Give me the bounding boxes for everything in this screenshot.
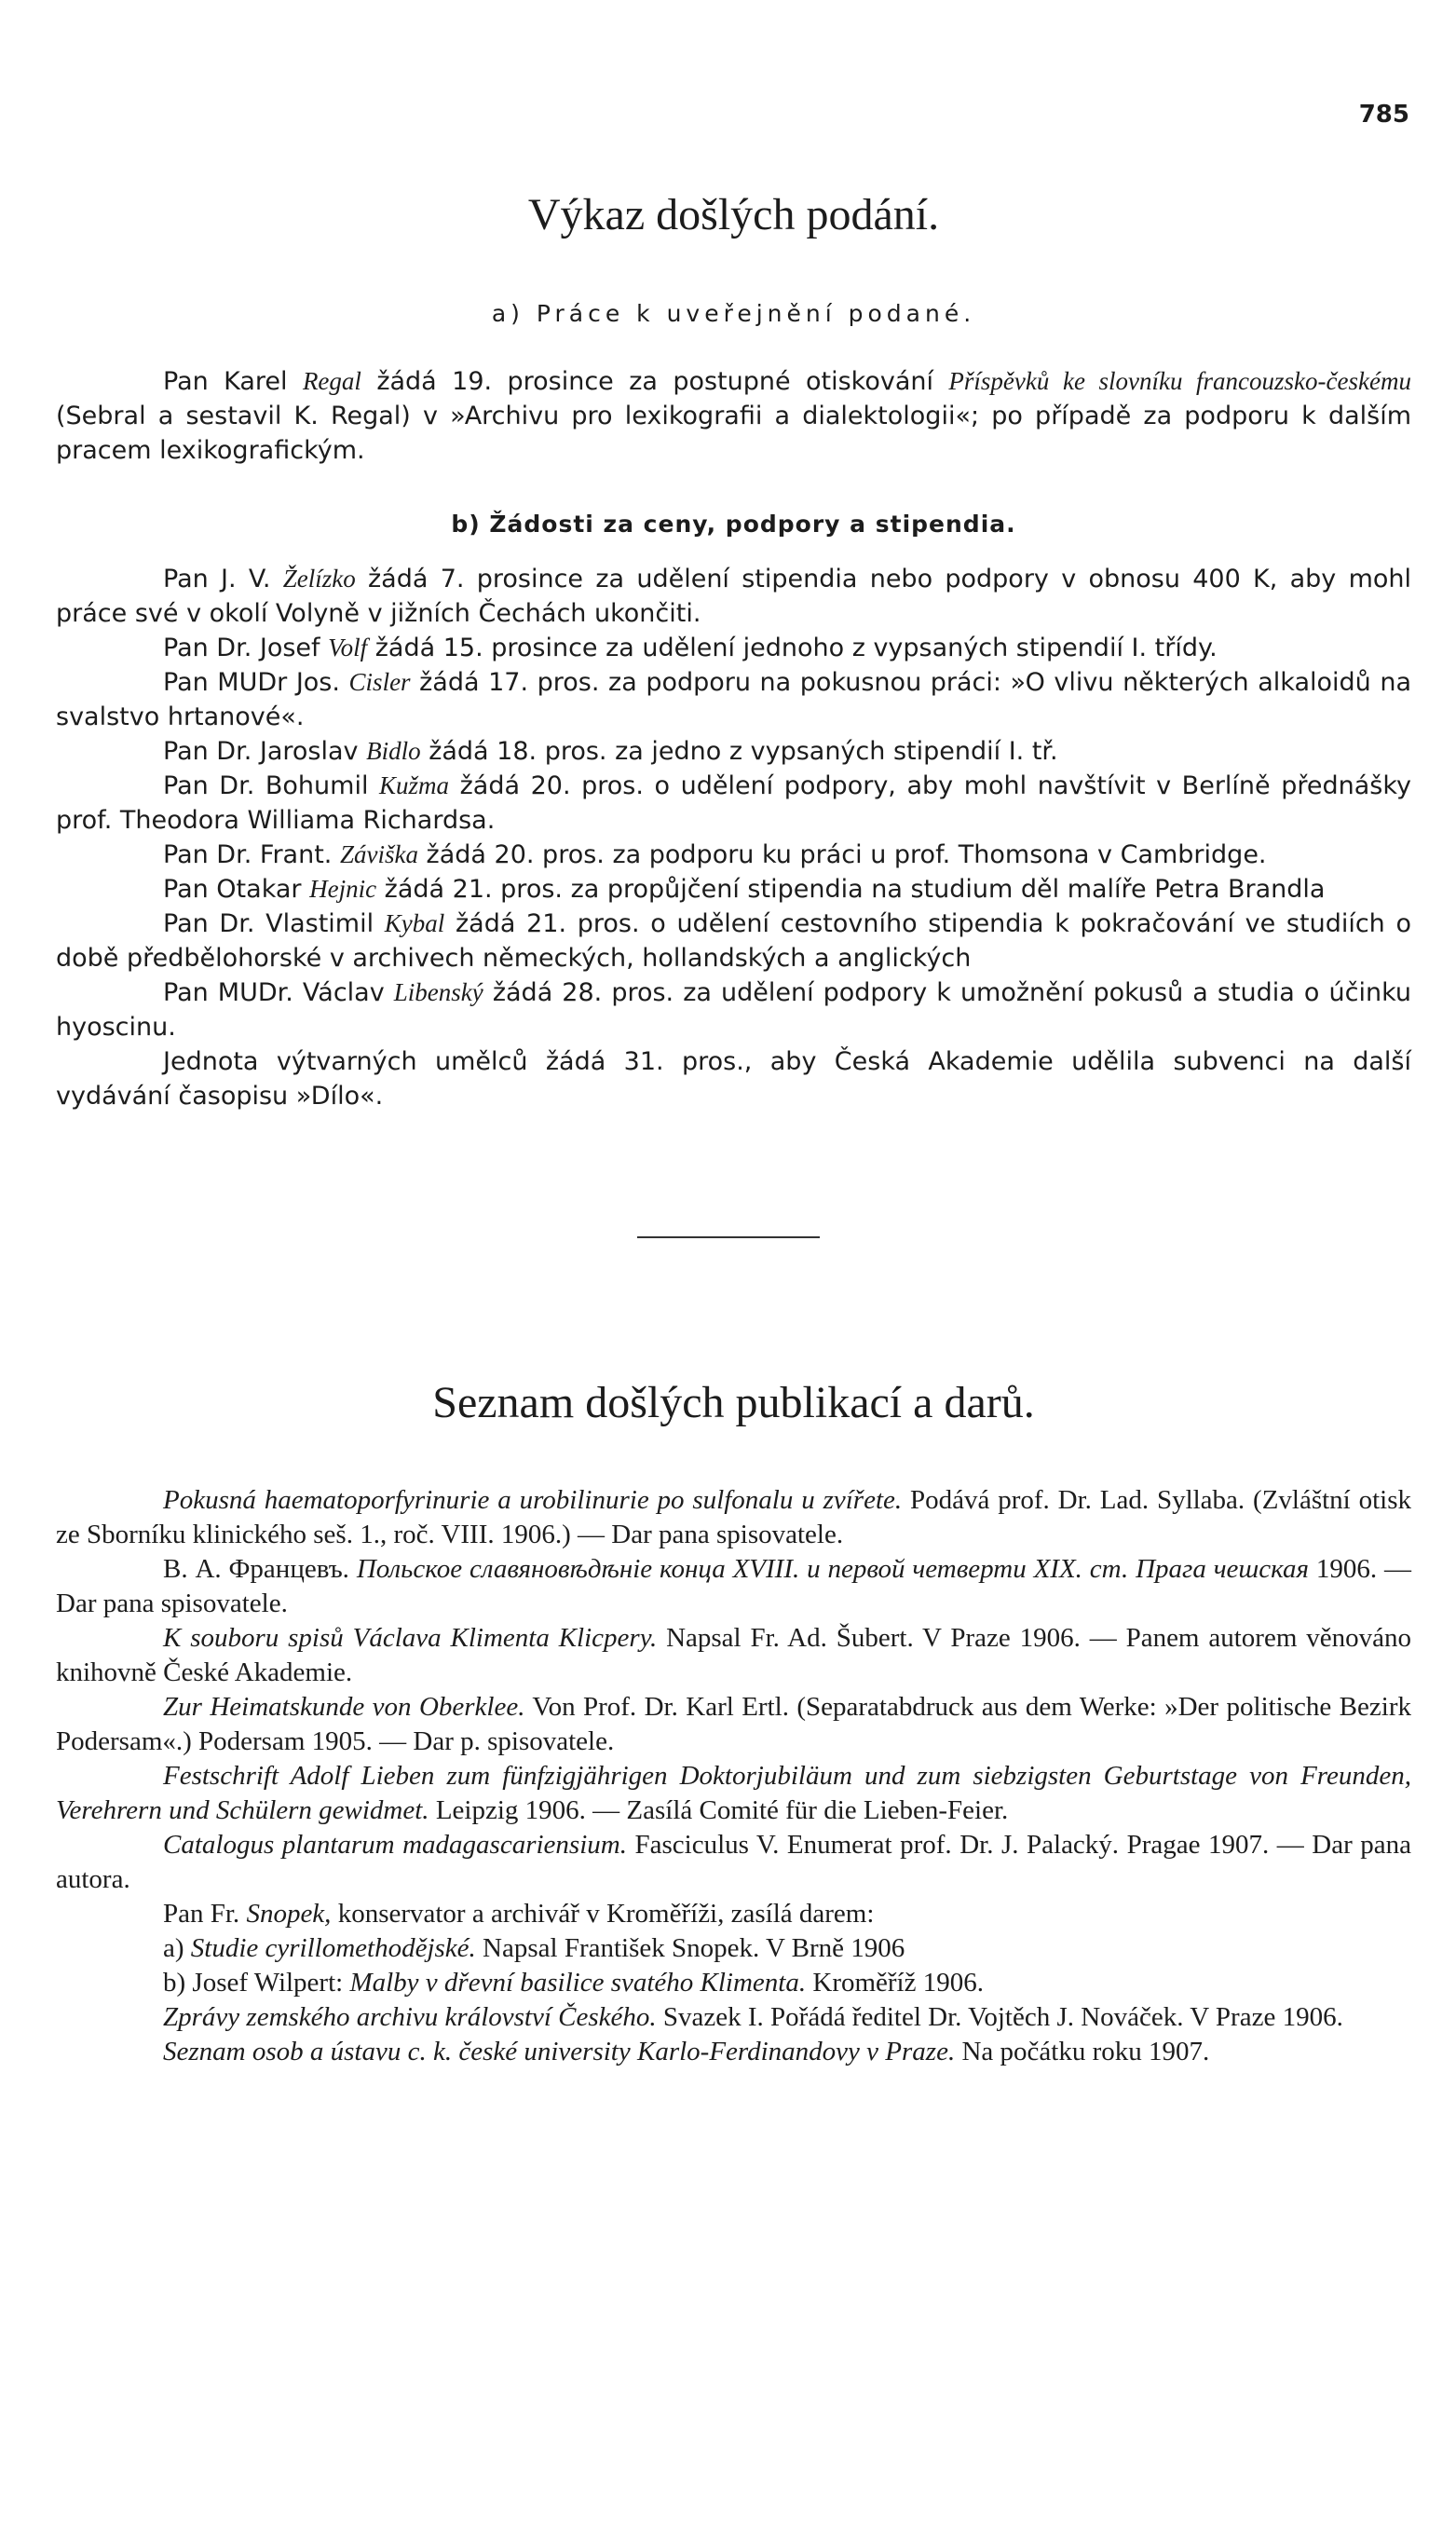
- text-run: žádá 15. prosince za udělení jednoho z vypsaných stipendií I. třídy.: [367, 634, 1218, 662]
- paragraph: [56, 1759, 1411, 1828]
- italic-text: Bidlo: [366, 737, 421, 765]
- text-run: konservator a archivář v Kroměříži, zasílá darem:: [331, 1899, 875, 1929]
- paragraph: [56, 2035, 1411, 2069]
- section1-a-list: [56, 364, 1411, 468]
- paragraph: [56, 364, 1411, 468]
- section1-title: Výkaz došlých podání.: [527, 190, 940, 239]
- italic-text: Cisler: [348, 668, 411, 696]
- italic-text: Zprávy zemského archivu království Českého.: [163, 2002, 657, 2032]
- section-divider: [637, 1236, 820, 1238]
- italic-text: Záviška: [339, 840, 418, 868]
- text-run: Pan J. V.: [163, 565, 283, 593]
- italic-text: Snopek,: [246, 1899, 332, 1929]
- italic-text: Польское славяновѣдѣніе конца XVIII. и первой четверти XIX. ст. Прага чешская: [356, 1554, 1310, 1584]
- text-run: Podává prof. Dr. Lad. Syllaba. (Zvláštní otisk ze Sborníku klinického seš. 1., roč. VIII. 1906.) — Dar pana spisovatele.: [56, 1485, 1411, 1549]
- paragraph: [56, 872, 1411, 907]
- text-run: Pan Otakar: [163, 875, 310, 904]
- text-run: b) Josef Wilpert:: [163, 1968, 350, 1998]
- text-run: Pan MUDr Jos.: [163, 668, 349, 697]
- italic-text: Studie cyrillomethodějské.: [190, 1933, 476, 1963]
- paragraph: [56, 665, 1411, 734]
- text-run: žádá 18. pros. za jedno z vypsaných stipendií I. tř.: [420, 737, 1058, 766]
- paragraph: [56, 1966, 1411, 2000]
- text-run: Napsal František Snopek. V Brně 1906: [475, 1933, 905, 1963]
- text-run: В. А. Францевъ.: [163, 1554, 357, 1584]
- paragraph: [56, 769, 1411, 838]
- text-run: žádá 19. prosince za postupné otiskování: [361, 367, 949, 396]
- subheading-b: b) Žádosti za ceny, podpory a stipendia.: [451, 511, 1016, 538]
- text-run: žádá 21. pros. za propůjčení stipendia na studium děl malíře Petra Brandla: [376, 875, 1326, 904]
- text-run: žádá 17. pros. za podporu na pokusnou práci: »O vlivu některých alkaloidů na svalstvo hrtanové«.: [56, 668, 1412, 731]
- subheading-a: a) Práce k uveřejnění podané.: [491, 300, 976, 327]
- text-run: žádá 20. pros. za podporu ku práci u prof. Thomsona v Cambridge.: [417, 840, 1267, 869]
- text-run: Leipzig 1906. — Zasílá Comité für die Lieben-Feier.: [429, 1795, 1009, 1825]
- italic-text: Kužma: [379, 771, 450, 799]
- text-run: Napsal Fr. Ad. Šubert. V Praze 1906. — Panem autorem věnováno knihovně České Akademie.: [56, 1623, 1411, 1687]
- italic-text: Volf: [328, 634, 368, 661]
- text-run: žádá 20. pros. o udělení podpory, aby mohl navštívit v Berlíně přednášky prof. Theodora Williama Richardsa.: [56, 771, 1411, 835]
- italic-text: Catalogus plantarum madagascariensium.: [163, 1830, 627, 1860]
- italic-text: Želízko: [282, 565, 356, 593]
- text-run: (Sebral a sestavil K. Regal) v »Archivu pro lexikografii a dialektologii«; po případě za podporu k dalším pracem lexikografickým.: [56, 402, 1411, 465]
- paragraph: [56, 907, 1411, 975]
- paragraph: [56, 2000, 1411, 2035]
- text-run: Pan Fr.: [163, 1899, 247, 1929]
- text-run: Jednota výtvarných umělců žádá 31. pros., aby Česká Akademie udělila subvenci na další vydávání časopisu »Dílo«.: [56, 1047, 1411, 1111]
- section1-b-list: [56, 562, 1411, 1113]
- paragraph: [56, 1044, 1411, 1113]
- text-run: Pan Dr. Frant.: [163, 840, 340, 869]
- text-run: a): [163, 1933, 191, 1963]
- text-run: Von Prof. Dr. Karl Ertl. (Separatabdruck aus dem Werke: »Der politische Bezirk Podersam«.) Podersam 1905. — Dar p. spisovatele.: [56, 1692, 1411, 1756]
- text-run: žádá 21. pros. o udělení cestovního stipendia k pokračování ve studiích o době předbělohorské v archivech německých, hollandských a anglických: [56, 909, 1412, 973]
- text-run: Svazek I. Pořádá ředitel Dr. Vojtěch J. Nováček. V Praze 1906.: [656, 2002, 1343, 2032]
- italic-text: Libenský: [393, 978, 483, 1006]
- italic-text: Malby v dřevní basilice svatého Klimenta.: [349, 1968, 807, 1998]
- text-run: žádá 28. pros. za udělení podpory k umožnění pokusů a studia o účinku hyoscinu.: [56, 978, 1411, 1042]
- text-run: Kroměříž 1906.: [806, 1968, 984, 1998]
- italic-text: Hejnic: [309, 875, 377, 903]
- text-run: Pan Dr. Jaroslav: [163, 737, 367, 766]
- paragraph: [56, 1828, 1411, 1897]
- paragraph: [56, 975, 1411, 1044]
- paragraph: [56, 1931, 1411, 1966]
- paragraph: [56, 562, 1411, 631]
- text-run: Na počátku roku 1907.: [955, 2037, 1210, 2066]
- paragraph: [56, 1483, 1411, 1552]
- italic-text: Kybal: [384, 909, 445, 937]
- italic-text: Festschrift Adolf Lieben zum fünfzigjährigen Doktorjubiläum und zum siebzigsten Geburtstage von Freunden, Verehrern und Schülern gewidmet.: [56, 1761, 1411, 1825]
- paragraph: [56, 838, 1411, 872]
- section2-list: [56, 1483, 1411, 2069]
- text-run: 1906. — Dar pana spisovatele.: [56, 1554, 1412, 1618]
- italic-text: K souboru spisů Václava Klimenta Klicpery.: [163, 1623, 658, 1653]
- paragraph: [56, 1552, 1411, 1621]
- italic-text: Seznam osob a ústavu c. k. české university Karlo-Ferdinandovy v Praze.: [163, 2037, 956, 2066]
- text-run: Pan Dr. Bohumil: [163, 771, 380, 800]
- paragraph: [56, 631, 1411, 665]
- italic-text: Zur Heimatskunde von Oberklee.: [163, 1692, 525, 1722]
- page-number: 785: [1358, 101, 1409, 129]
- text-run: Pan Dr. Josef: [163, 634, 329, 662]
- italic-text: Pokusná haematoporfyrinurie a urobilinurie po sulfonalu u zvířete.: [163, 1485, 903, 1515]
- text-run: Fasciculus V. Enumerat prof. Dr. J. Palacký. Pragae 1907. — Dar pana autora.: [56, 1830, 1411, 1894]
- text-run: Pan Dr. Vlastimil: [163, 909, 385, 938]
- text-run: Pan Karel: [163, 367, 303, 396]
- italic-text: Regal: [302, 367, 361, 395]
- text-run: žádá 7. prosince za udělení stipendia nebo podpory v obnosu 400 K, aby mohl práce své v okolí Volyně v jižních Čechách ukončiti.: [56, 565, 1411, 628]
- text-run: Pan MUDr. Václav: [163, 978, 394, 1007]
- paragraph: [56, 1897, 1411, 1931]
- paragraph: [56, 1621, 1411, 1690]
- paragraph: [56, 734, 1411, 769]
- italic-text: Příspěvků ke slovníku francouzsko-českému: [948, 367, 1411, 395]
- section2-title: Seznam došlých publikací a darů.: [432, 1378, 1035, 1427]
- paragraph: [56, 1690, 1411, 1759]
